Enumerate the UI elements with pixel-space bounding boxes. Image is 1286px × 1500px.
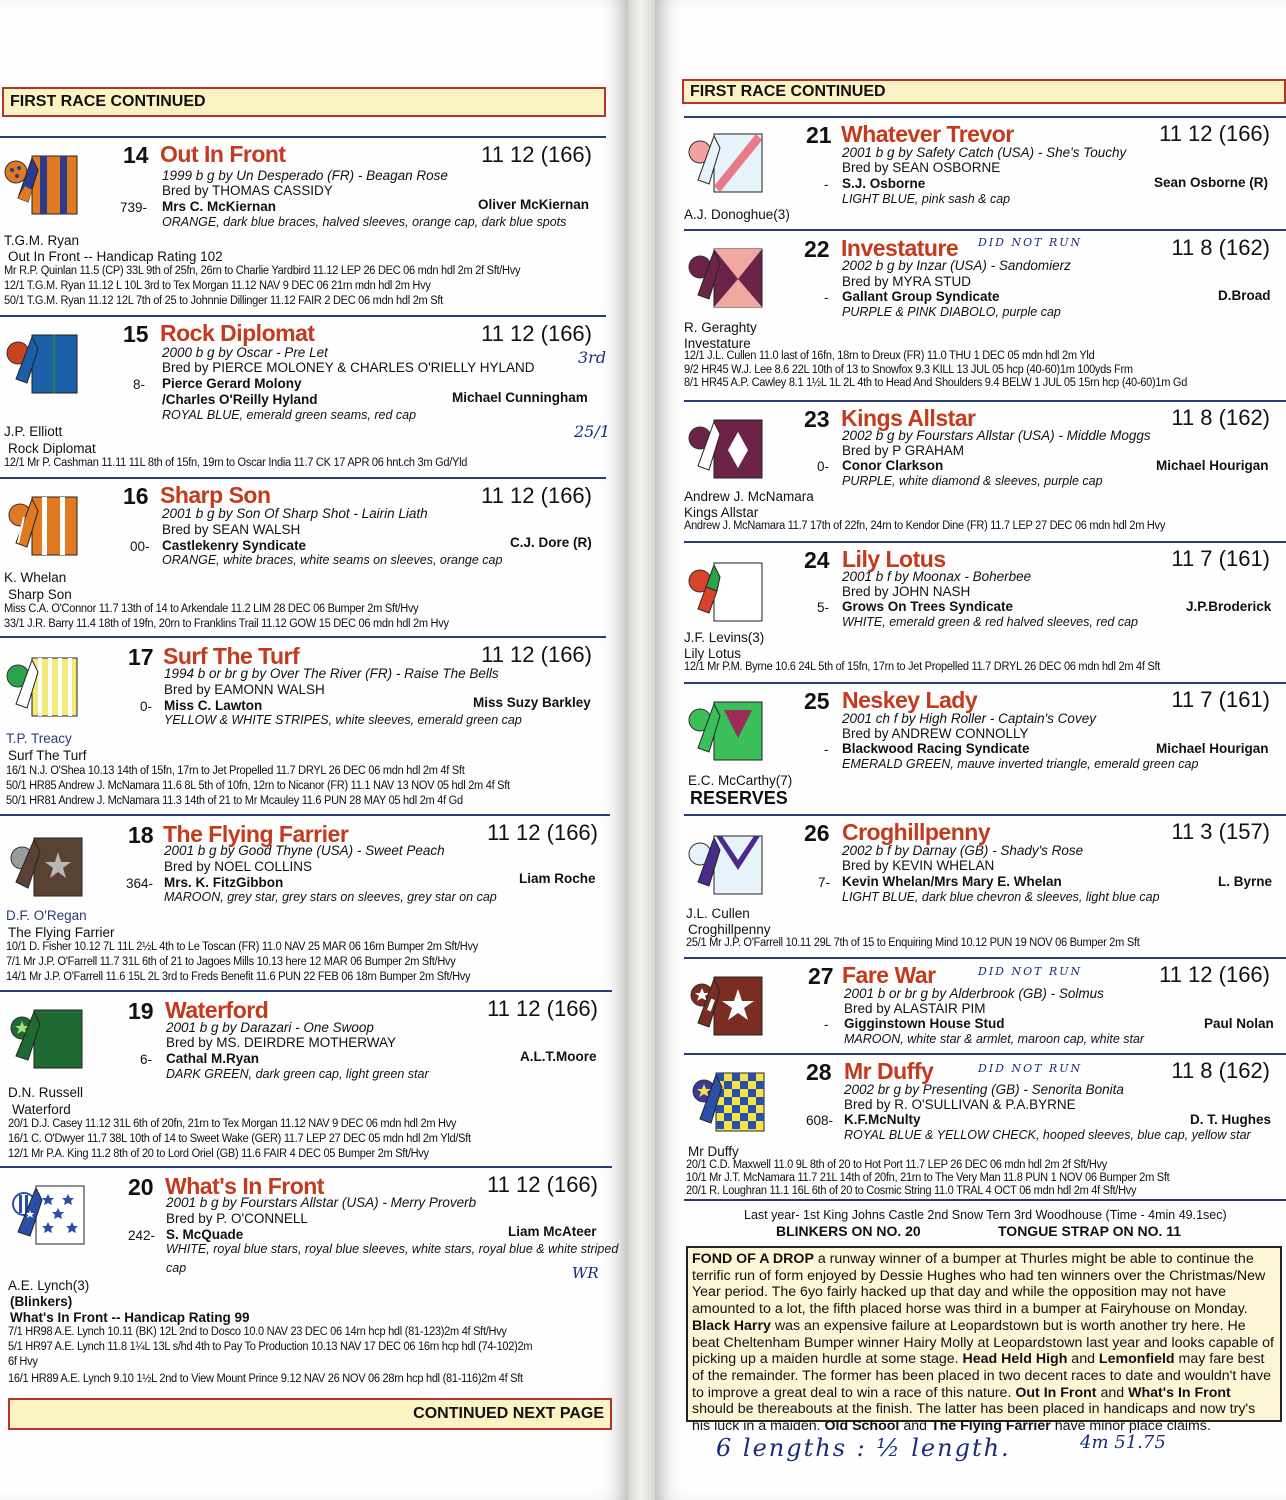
colours: WHITE, royal blue stars, royal blue sleeves, white stars, royal blue & white striped xyxy=(166,1242,619,1256)
jockey: Liam Roche xyxy=(519,871,596,886)
bred-by: Bred by JOHN NASH xyxy=(842,584,971,599)
jockey: Michael Hourigan xyxy=(1156,458,1269,473)
form-figures: 739- xyxy=(120,200,148,215)
form-line: 25/1 Mr J.P. O'Farrell 10.11 29L 7th of 15 to Enquiring Mind 10.12 PUN 19 NOV 06 Bumper 2m Sft xyxy=(686,937,1140,949)
bred-by: Bred by P GRAHAM xyxy=(842,443,965,458)
handwritten-note: 4m 51.75 xyxy=(1080,1432,1166,1453)
breeding: 2000 b g by Oscar - Pre Let xyxy=(162,345,328,360)
note: Waterford xyxy=(12,1102,71,1117)
owner: Grows On Trees Syndicate xyxy=(842,599,1014,614)
horse-name: Sharp Son xyxy=(160,482,271,508)
bred-by: Bred by P. O'CONNELL xyxy=(166,1211,308,1226)
note: Sharp Son xyxy=(8,587,72,602)
trainer: A.E. Lynch(3) xyxy=(8,1278,90,1293)
left-header-banner xyxy=(2,87,606,117)
trainer: T.G.M. Ryan xyxy=(4,233,80,248)
owner: Castlekenry Syndicate xyxy=(162,538,307,553)
owner: Pierce Gerard Molony xyxy=(162,376,302,391)
note: Croghillpenny xyxy=(688,922,771,937)
runner-number: 27 xyxy=(808,963,834,989)
runner-28 xyxy=(684,1053,1286,1200)
breeding: 2001 ch f by High Roller - Captain's Covey xyxy=(842,711,1096,726)
weight-rating: 11 12 (166) xyxy=(481,483,592,508)
blinkers-note: BLINKERS ON NO. 20 xyxy=(776,1223,921,1239)
runner-15 xyxy=(0,315,606,472)
runner-number: 22 xyxy=(804,236,830,262)
form-figures: 5- xyxy=(817,600,830,615)
jockey: Michael Cunningham xyxy=(452,390,588,405)
reserves-heading: RESERVES xyxy=(690,788,788,808)
runner-18 xyxy=(0,814,610,988)
form-line: 12/1 Mr P.M. Byrne 10.6 24L 5th of 15fn, 17rn to Jet Propelled 11.7 DRYL 26 DEC 06 mdn hdl 2m 4f Sft xyxy=(684,661,1161,673)
breeding: 2001 b g by Safety Catch (USA) - She's Touchy xyxy=(842,145,1127,160)
horse-name: Surf The Turf xyxy=(163,643,300,669)
jockey: A.L.T.Moore xyxy=(520,1049,597,1064)
form-line: 50/1 HR85 Andrew J. McNamara 11.6 8L 5th of 10fn, 12rn to Nicanor (FR) 11.1 NAV 13 NOV 05 hdl 2m 4f Sft xyxy=(6,780,510,792)
jockey: Sean Osborne (R) xyxy=(1154,175,1269,190)
page-gutter xyxy=(628,0,655,1500)
breeding: 2002 b f by Darnay (GB) - Shady's Rose xyxy=(842,843,1084,858)
breeding: 2002 b g by Inzar (USA) - Sandomierz xyxy=(842,258,1071,273)
handwritten-note: 6 lengths : ½ length. xyxy=(716,1434,1011,1462)
trainer: E.C. McCarthy(7) xyxy=(688,773,793,788)
note: Out In Front -- Handicap Rating 102 xyxy=(8,249,223,264)
weight-rating: 11 12 (166) xyxy=(1159,121,1270,146)
form-figures: - xyxy=(824,1017,829,1032)
jockey-silks-icon xyxy=(4,1000,96,1070)
jockey-silks-icon xyxy=(4,828,96,898)
jockey-silks-icon xyxy=(2,146,94,216)
owner: S. McQuade xyxy=(166,1227,244,1242)
form-line: 6f Hvy xyxy=(8,1356,38,1368)
divider xyxy=(684,1199,1286,1201)
trainer: A.J. Donoghue(3) xyxy=(684,207,790,222)
breeding: 2001 b g by Good Thyne (USA) - Sweet Peach xyxy=(164,843,445,858)
note: Lily Lotus xyxy=(684,646,742,661)
form-line: 12/1 Mr P. Cashman 11.11 11L 8th of 15fn, 19rn to Oscar India 11.7 CK 17 APR 06 hnt.ch 3m Gd/Yld xyxy=(4,457,468,469)
form-line: 16/1 C. O'Dwyer 11.7 38L 10th of 14 to Sweet Wake (GER) 11.7 LEP 27 DEC 05 mdn hdl 2m Yld/Sft xyxy=(8,1133,471,1145)
colours: WHITE, emerald green & red halved sleeves, red cap xyxy=(842,615,1138,629)
weight-rating: 11 12 (166) xyxy=(1159,962,1270,987)
runner-16 xyxy=(0,477,606,634)
form-line: 12/1 T.G.M. Ryan 11.12 L 10L 3rd to Tex Morgan 11.12 NAV 9 DEC 06 21rn mdn hdl 2m Hvy xyxy=(4,280,431,292)
trainer: J.P. Elliott xyxy=(4,424,63,439)
runner-number: 24 xyxy=(804,547,830,573)
owner: Mrs C. McKiernan xyxy=(162,199,277,214)
bred-by: Bred by EAMONN WALSH xyxy=(164,682,325,697)
trainer: J.F. Levins(3) xyxy=(684,630,765,645)
jockey-silks-icon xyxy=(2,325,94,395)
bred-by: Bred by ANDREW CONNOLLY xyxy=(842,726,1029,741)
trainer-note: (Blinkers) xyxy=(10,1294,73,1309)
weight-rating: 11 12 (166) xyxy=(487,820,598,845)
form-line: 10/1 Mr J.T. McNamara 11.7 21L 14th of 20fn, 21rn to The Very Man 11.8 PUN 1 NOV 06 Bumper 2m Sft xyxy=(686,1172,1170,1184)
runner-number: 18 xyxy=(128,822,154,848)
colours: LIGHT BLUE, dark blue chevron & sleeves, light blue cap xyxy=(842,890,1160,904)
horse-name: Croghillpenny xyxy=(842,819,991,845)
bred-by: Bred by SEAN OSBORNE xyxy=(842,160,1001,175)
form-line: 7/1 HR98 A.E. Lynch 10.11 (BK) 12L 2nd to Dosco 10.0 NAV 23 DEC 06 14rn hcp hdl (81-123)2m 4f Sft/Hvy xyxy=(8,1326,507,1338)
form-figures: 0- xyxy=(140,699,153,714)
bred-by: Bred by PIERCE MOLONEY & CHARLES O'RIELLY HYLAND xyxy=(162,360,535,375)
note: Rock Diplomat xyxy=(8,441,96,456)
runner-20 xyxy=(0,1166,619,1393)
runner-25 xyxy=(684,682,1286,789)
runner-17 xyxy=(0,636,606,813)
runner-number: 15 xyxy=(123,321,149,347)
banner-text: CONTINUED NEXT PAGE xyxy=(413,1405,604,1422)
form-figures: 7- xyxy=(818,875,831,890)
jockey: Paul Nolan xyxy=(1204,1016,1274,1031)
form-line: 10/1 D. Fisher 10.12 7L 11L 2½L 4th to Le Toscan (FR) 11.0 NAV 25 MAR 06 16rn Bumper 2m Sft/Hvy xyxy=(6,941,478,953)
jockey-silks-icon xyxy=(684,826,776,896)
jockey-silks-icon xyxy=(684,124,776,194)
form-figures: 242- xyxy=(128,1228,156,1243)
trainer: D.F. O'Regan xyxy=(6,908,87,923)
weight-rating: 11 12 (166) xyxy=(487,996,598,1021)
owner-line-2: /Charles O'Reilly Hyland xyxy=(162,392,318,407)
weight-rating: 11 3 (157) xyxy=(1171,819,1270,844)
weight-rating: 11 8 (162) xyxy=(1171,405,1270,430)
bred-by: Bred by ALASTAIR PIM xyxy=(844,1001,986,1016)
owner: Gigginstown House Stud xyxy=(844,1016,1005,1031)
jockey: Michael Hourigan xyxy=(1156,741,1269,756)
form-line: 16/1 HR89 A.E. Lynch 9.10 1½L 2nd to View Mount Prince 9.12 NAV 26 NOV 06 28rn hcp hdl (81-116)2m 4f Sft xyxy=(8,1373,523,1385)
note: Surf The Turf xyxy=(8,748,87,763)
breeding: 1994 b or br g by Over The River (FR) - Raise The Bells xyxy=(164,666,499,681)
runner-14 xyxy=(0,136,606,310)
race-summary: FOND OF A DROP a runway winner of a bumper at Thurles might be able to continue the terrific run of form enjoyed by Dessie Hughes who had ten winners over the Christmas/New Year period. The 6yo fairly hacked up that day and while the opposition may not have amounted to a lot, the fifth placed horse was third in a bumper at Fairyhouse on Monday. Black Harry was an expensive failure at Leopardstown but is worth another try here. He beat Cheltenham Bumper winner Hairy Molly at Leopardstown last year and looks capable of picking up a maiden hurdle at some stage. Head Held High and Lemonfield may fare best of the remainder. The former has been placed in two decent races to date and wouldn't have to improve a great deal to win a race of this nature. Out In Front and What's In Front should be thereabouts at the finish. The latter has been placed in handicaps and now try's his luck in a maiden. Old School and The Flying Farrier have minor place claims. xyxy=(686,1246,1282,1422)
runner-26 xyxy=(684,814,1286,956)
form-line: 20/1 C.D. Maxwell 11.0 9L 8th of 20 to Hot Port 11.7 LEP 26 DEC 06 mdn hdl 2m 2f Sft/Hvy xyxy=(686,1159,1107,1171)
runner-number: 26 xyxy=(804,820,830,846)
form-line: Miss C.A. O'Connor 11.7 13th of 14 to Arkendale 11.2 LIM 28 DEC 06 Bumper 2m Sft/Hvy xyxy=(4,603,419,615)
form-figures: - xyxy=(824,742,829,757)
jockey-silks-icon xyxy=(684,692,776,762)
last-year-result: Last year- 1st King Johns Castle 2nd Snow Tern 3rd Woodhouse (Time - 4min 49.1sec) xyxy=(744,1208,1227,1222)
colours-cont: cap xyxy=(166,1261,187,1275)
trainer: R. Geraghty xyxy=(684,320,757,335)
jockey-silks-icon xyxy=(2,648,94,718)
horse-name: Investature xyxy=(841,235,959,261)
weight-rating: 11 7 (161) xyxy=(1171,687,1270,712)
bred-by: Bred by R. O'SULLIVAN & P.A.BYRNE xyxy=(844,1097,1076,1112)
jockey: Oliver McKiernan xyxy=(478,197,590,212)
weight-rating: 11 8 (162) xyxy=(1171,1058,1270,1083)
runner-21 xyxy=(684,116,1286,228)
breeding: 2001 b g by Son Of Sharp Shot - Lairin Liath xyxy=(162,506,428,521)
colours: ORANGE, white braces, white seams on sleeves, orange cap xyxy=(162,553,503,567)
jockey: Miss Suzy Barkley xyxy=(473,695,591,710)
colours: ORANGE, dark blue braces, halved sleeves, orange cap, dark blue spots xyxy=(162,215,567,229)
runner-number: 23 xyxy=(804,406,830,432)
colours: DARK GREEN, dark green cap, light green star xyxy=(166,1067,429,1081)
owner: Mrs. K. FitzGibbon xyxy=(164,875,284,890)
handwritten-note: WR xyxy=(572,1264,599,1282)
banner-text: FIRST RACE CONTINUED xyxy=(10,93,206,110)
runner-number: 28 xyxy=(806,1059,832,1085)
jockey-silks-icon xyxy=(2,487,94,557)
jockey-silks-icon xyxy=(684,967,776,1037)
owner: Miss C. Lawton xyxy=(164,698,263,713)
breeding: 2002 br g by Presenting (GB) - Senorita Bonita xyxy=(844,1082,1124,1097)
trainer: T.P. Treacy xyxy=(6,731,72,746)
handwritten-note: 3rd xyxy=(578,348,607,367)
colours: PURPLE & PINK DIABOLO, purple cap xyxy=(842,305,1061,319)
horse-name: The Flying Farrier xyxy=(163,821,349,847)
form-line: Andrew J. McNamara 11.7 17th of 22fn, 24rn to Kendor Dine (FR) 11.7 LEP 27 DEC 06 mdn hdl 2m Hvy xyxy=(684,520,1166,532)
breeding: 2001 b g by Fourstars Allstar (USA) - Merry Proverb xyxy=(166,1195,477,1210)
form-line: Mr R.P. Quinlan 11.5 (CP) 33L 9th of 25fn, 26rn to Charlie Yardbird 11.12 LEP 26 DEC 06 mdn hdl 2m 2f Sft/Hvy xyxy=(4,265,521,277)
owner: Cathal M.Ryan xyxy=(166,1051,260,1066)
form-figures: 608- xyxy=(806,1113,834,1128)
continued-next-page-banner xyxy=(8,1398,612,1430)
form-line: 7/1 Mr J.P. O'Farrell 11.7 31L 6th of 21 to Jagoes Mills 10.13 here 12 MAR 06 Bumper 2m Sft/Hvy xyxy=(6,956,456,968)
owner: Blackwood Racing Syndicate xyxy=(842,741,1030,756)
owner: Conor Clarkson xyxy=(842,458,944,473)
breeding: 1999 b g by Un Desperado (FR) - Beagan Rose xyxy=(162,168,448,183)
note: The Flying Farrier xyxy=(8,925,115,940)
bred-by: Bred by MYRA STUD xyxy=(842,274,972,289)
colours: LIGHT BLUE, pink sash & cap xyxy=(842,192,1011,206)
trainer: Andrew J. McNamara xyxy=(684,489,814,504)
jockey-silks-icon xyxy=(684,410,776,480)
runner-23 xyxy=(684,400,1286,540)
horse-name: Mr Duffy xyxy=(844,1058,934,1084)
form-line: 50/1 HR81 Andrew J. McNamara 11.3 14th of 21 to Mr Mcauley 11.6 PUN 28 MAY 05 hdl 2m 4f Gd xyxy=(6,795,463,807)
owner: Kevin Whelan/Mrs Mary E. Whelan xyxy=(842,874,1062,889)
jockey-silks-icon xyxy=(6,1176,98,1246)
bred-by: Bred by SEAN WALSH xyxy=(162,522,301,537)
colours: EMERALD GREEN, mauve inverted triangle, emerald green cap xyxy=(842,757,1199,771)
jockey-silks-icon xyxy=(684,239,776,309)
trainer: K. Whelan xyxy=(4,570,67,585)
jockey: D.Broad xyxy=(1218,288,1271,303)
colours: ROYAL BLUE & YELLOW CHECK, hooped sleeves, blue cap, yellow star xyxy=(844,1128,1251,1142)
runner-number: 20 xyxy=(128,1174,154,1200)
jockey: Liam McAteer xyxy=(508,1224,597,1239)
jockey: J.P.Broderick xyxy=(1186,599,1272,614)
runner-22 xyxy=(684,229,1286,399)
form-line: 14/1 Mr J.P. O'Farrell 11.6 15L 2L 3rd to Freds Benefit 11.6 PUN 22 FEB 06 18rn Bumper 2m Sft/Hvy xyxy=(6,971,471,983)
runner-24 xyxy=(684,541,1286,681)
bred-by: Bred by NOEL COLLINS xyxy=(164,859,313,874)
bred-by: Bred by KEVIN WHELAN xyxy=(842,858,995,873)
breeding: 2001 b f by Moonax - Boherbee xyxy=(842,569,1032,584)
runner-number: 16 xyxy=(123,483,149,509)
weight-rating: 11 7 (161) xyxy=(1171,546,1270,571)
form-line: 20/1 R. Loughran 11.1 16L 6th of 20 to Cosmic String 11.0 TRAL 4 OCT 06 mdn hdl 2m 4f Sft/Hvy xyxy=(686,1185,1137,1197)
jockey-silks-icon xyxy=(686,1063,778,1133)
owner: K.F.McNulty xyxy=(844,1112,921,1127)
form-line: 50/1 T.G.M. Ryan 11.12 12L 7th of 25 to Johnnie Dillinger 11.12 FAIR 2 DEC 06 mdn hdl 2m Sft xyxy=(4,295,443,307)
handwritten-note: 25/1 xyxy=(574,422,610,441)
horse-name: What's In Front xyxy=(165,1173,324,1199)
note: What's In Front -- Handicap Rating 99 xyxy=(10,1310,250,1325)
trainer: D.N. Russell xyxy=(8,1085,84,1100)
owner: Gallant Group Syndicate xyxy=(842,289,1000,304)
form-figures: - xyxy=(824,177,829,192)
runner-number: 19 xyxy=(128,998,154,1024)
form-line: 12/1 J.L. Cullen 11.0 last of 16fn, 18rn to Dreux (FR) 11.0 THU 1 DEC 05 mdn hdl 2m Yld xyxy=(684,350,1095,362)
breeding: 2001 b or br g by Alderbrook (GB) - Solmus xyxy=(844,986,1104,1001)
jockey: C.J. Dore (R) xyxy=(510,535,592,550)
jockey: L. Byrne xyxy=(1218,874,1273,889)
form-line: 20/1 D.J. Casey 11.12 31L 6th of 20fn, 21rn to Tex Morgan 11.12 NAV 9 DEC 06 mdn hdl 2m Hvy xyxy=(8,1118,457,1130)
handwritten-note: DID NOT RUN xyxy=(978,236,1083,249)
horse-name: Neskey Lady xyxy=(842,687,978,713)
form-figures: - xyxy=(824,290,829,305)
colours: MAROON, white star & armlet, maroon cap, white star xyxy=(844,1032,1145,1046)
form-figures: 0- xyxy=(817,459,830,474)
bred-by: Bred by THOMAS CASSIDY xyxy=(162,183,333,198)
horse-name: Out In Front xyxy=(160,141,286,167)
colours: YELLOW & WHITE STRIPES, white sleeves, emerald green cap xyxy=(164,713,522,727)
jockey: D. T. Hughes xyxy=(1190,1112,1272,1127)
form-line: 33/1 J.R. Barry 11.4 18th of 19fn, 20rn to Franklins Trail 11.12 GOW 15 DEC 06 mdn hdl 2m Hvy xyxy=(4,618,449,630)
runner-number: 14 xyxy=(123,142,149,168)
runner-19 xyxy=(0,990,612,1164)
breeding: 2001 b g by Darazari - One Swoop xyxy=(166,1020,374,1035)
horse-name: Waterford xyxy=(165,997,269,1023)
note: Kings Allstar xyxy=(684,505,759,520)
form-line: 8/1 HR45 A.P. Cawley 8.1 1½L 1L 2L 4th to Head And Shoulders 9.4 BELW 1 JUL 05 15rn hcp (40-60)1m Gd xyxy=(684,377,1188,389)
weight-rating: 11 12 (166) xyxy=(481,321,592,346)
form-figures: 8- xyxy=(133,377,146,392)
trainer: J.L. Cullen xyxy=(686,906,750,921)
form-line: 9/2 HR45 W.J. Lee 8.6 22L 10th of 13 to Snowfox 9.3 KILL 13 JUL 05 hcp (40-60)1m 100yds Frm xyxy=(684,364,1133,376)
runner-number: 21 xyxy=(806,122,832,148)
jockey-silks-icon xyxy=(684,553,776,623)
bred-by: Bred by MS. DEIRDRE MOTHERWAY xyxy=(166,1035,397,1050)
runner-number: 25 xyxy=(804,688,830,714)
tongue-strap-note: TONGUE STRAP ON NO. 11 xyxy=(998,1223,1182,1239)
weight-rating: 11 12 (166) xyxy=(487,1172,598,1197)
right-header-banner xyxy=(682,79,1286,104)
horse-name: Whatever Trevor xyxy=(841,121,1014,147)
runner-number: 17 xyxy=(128,644,154,670)
form-figures: 364- xyxy=(126,876,154,891)
weight-rating: 11 12 (166) xyxy=(481,142,592,167)
handwritten-note: DID NOT RUN xyxy=(978,965,1083,978)
owner: S.J. Osborne xyxy=(842,176,926,191)
horse-name: Kings Allstar xyxy=(841,405,976,431)
weight-rating: 11 12 (166) xyxy=(481,642,592,667)
form-line: 12/1 Mr P.A. King 11.2 8th of 20 to Lord Oriel (GB) 11.6 FAIR 4 DEC 05 Bumper 2m Sft/Hvy xyxy=(8,1148,429,1160)
form-figures: 6- xyxy=(140,1052,153,1067)
form-figures: 00- xyxy=(130,539,150,554)
colours: ROYAL BLUE, emerald green seams, red cap xyxy=(162,408,417,422)
note: Investature xyxy=(684,336,751,351)
colours: MAROON, grey star, grey stars on sleeves, grey star on cap xyxy=(164,890,497,904)
horse-name: Rock Diplomat xyxy=(160,320,315,346)
form-line: 16/1 N.J. O'Shea 10.13 14th of 15fn, 17rn to Jet Propelled 11.7 DRYL 26 DEC 06 mdn hdl 2m 4f Sft xyxy=(6,765,465,777)
handwritten-note: DID NOT RUN xyxy=(978,1062,1083,1075)
weight-rating: 11 8 (162) xyxy=(1171,235,1270,260)
banner-text: FIRST RACE CONTINUED xyxy=(690,82,886,100)
horse-name: Fare War xyxy=(842,962,936,988)
breeding: 2002 b g by Fourstars Allstar (USA) - Middle Moggs xyxy=(842,428,1151,443)
horse-name: Lily Lotus xyxy=(842,546,946,572)
form-line: 5/1 HR97 A.E. Lynch 11.8 1¼L 13L s/hd 4th to Pay To Production 10.13 NAV 17 DEC 06 16rn hcp hdl (74-102)2m xyxy=(8,1341,533,1353)
note: Mr Duffy xyxy=(688,1144,739,1159)
colours: PURPLE, white diamond & sleeves, purple cap xyxy=(842,474,1103,488)
